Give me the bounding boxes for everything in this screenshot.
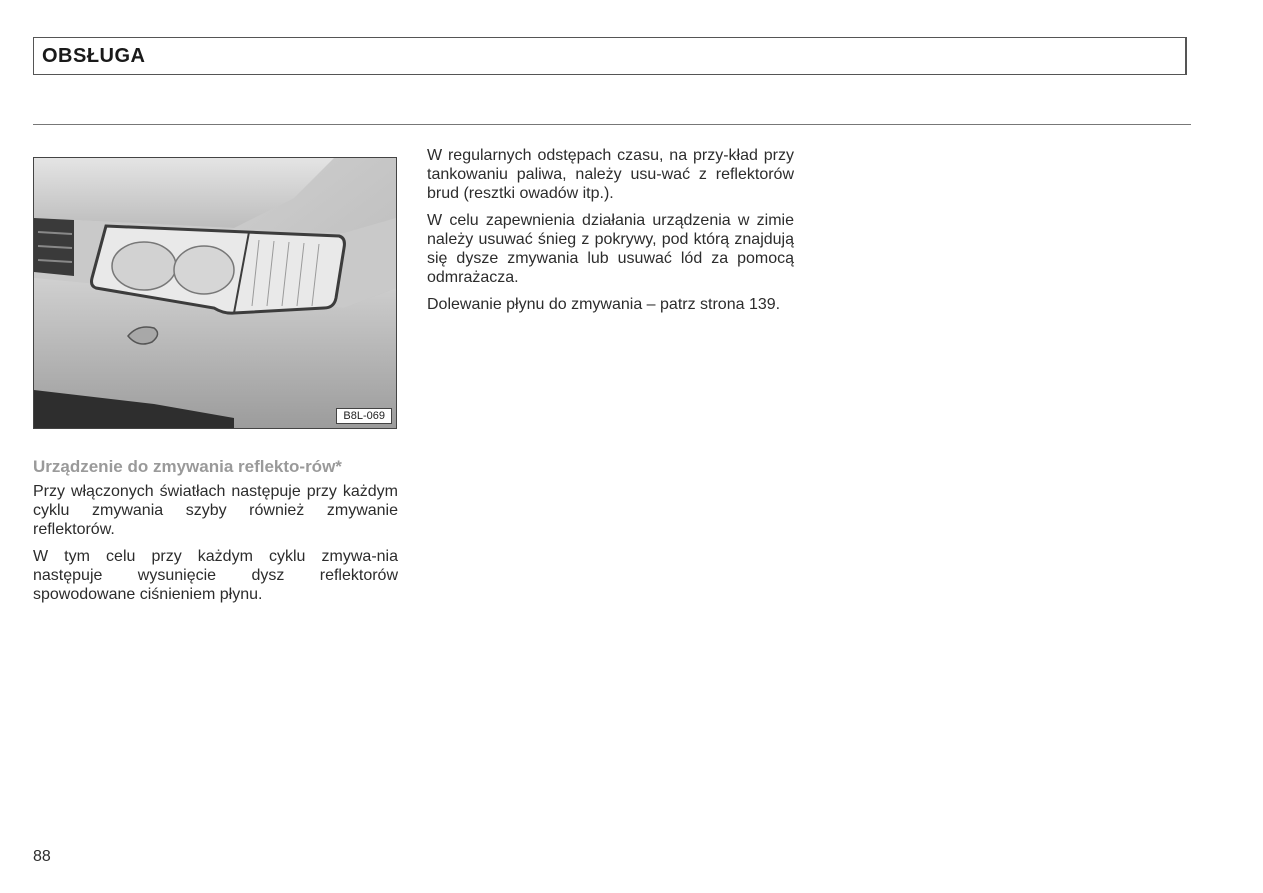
page-number: 88 [33,848,51,865]
paragraph: Dolewanie płynu do zmywania – patrz strona 139. [427,296,781,313]
headlight-drawing [34,158,396,428]
horizontal-divider [33,124,1191,125]
section-header [33,37,1187,75]
paragraph: W regularnych odstępach czasu, na przy-kład przy tankowaniu paliwa, należy usu-wać z reflektorów brud (resztki owadów itp.). [427,147,794,202]
left-text-column [33,457,398,612]
section-heading: Urządzenie do zmywania reflekto-rów* [33,457,342,476]
paragraph: Przy włączonych światłach następuje przy każdym cyklu zmywania szyby również zmywanie reflektorów. [33,483,398,538]
headlight-illustration [33,157,397,429]
section-title: OBSŁUGA [42,45,146,67]
figure-code-label: B8L-069 [336,408,392,424]
right-text-column [427,146,794,322]
paragraph: W tym celu przy każdym cyklu zmywa-nia następuje wysunięcie dysz reflektorów spowodowane ciśnieniem płynu. [33,548,398,603]
paragraph: W celu zapewnienia działania urządzenia w zimie należy usuwać śnieg z pokrywy, pod którą znajdują się dysze zmywania lub usuwać lód za pomocą odmrażacza. [427,212,794,286]
